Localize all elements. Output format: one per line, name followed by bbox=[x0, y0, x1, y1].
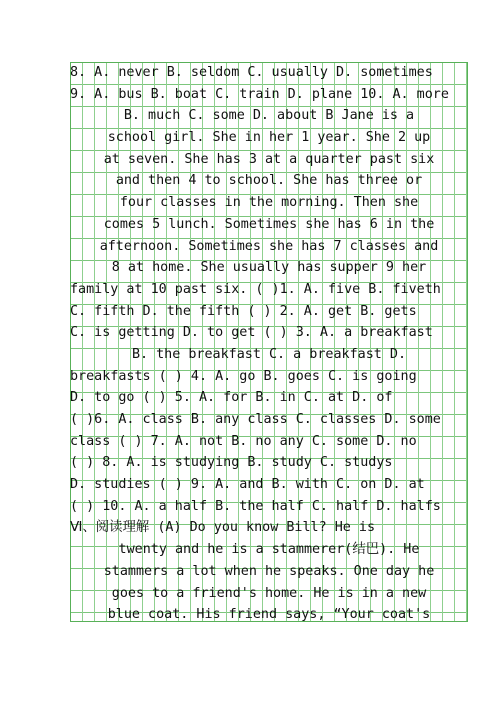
text-line: twenty and he is a stammerer(结巴). He bbox=[118, 542, 420, 558]
text-line: D. to go ( ) 5. A. for B. in C. at D. of bbox=[70, 390, 393, 406]
text-line: breakfasts ( ) 4. A. go B. goes C. is going bbox=[70, 368, 417, 384]
text-line: C. is getting D. to get ( ) 3. A. a breakfast bbox=[70, 325, 433, 341]
text-line: stammers a lot when he speaks. One day he bbox=[103, 563, 435, 579]
text-lines bbox=[70, 62, 468, 626]
text-line: B. the breakfast C. a breakfast D. bbox=[131, 346, 407, 362]
text-line: class ( ) 7. A. not B. no any C. some D. no bbox=[70, 433, 417, 449]
text-line: at seven. She has 3 at a quarter past six bbox=[103, 151, 435, 167]
text-line: D. studies ( ) 9. A. and B. with C. on D. at bbox=[70, 477, 425, 493]
text-line: blue coat. His friend says, “Your coat's bbox=[107, 607, 431, 623]
text-line: afternoon. Sometimes she has 7 classes and bbox=[99, 238, 439, 254]
text-line: school girl. She in her 1 year. She 2 up bbox=[107, 130, 431, 146]
text-line: ( ) 8. A. is studying B. study C. studys bbox=[70, 455, 393, 471]
text-line: goes to a friend's home. He is in a new bbox=[111, 585, 427, 601]
text-line: B. much C. some D. about B Jane is a bbox=[123, 108, 415, 124]
text-line: comes 5 lunch. Sometimes she has 6 in the bbox=[103, 216, 435, 232]
text-line: 9. A. bus B. boat C. train D. plane 10. A. more bbox=[70, 86, 449, 102]
text-line: C. fifth D. the fifth ( ) 2. A. get B. gets bbox=[70, 303, 417, 319]
text-line: and then 4 to school. She has three or bbox=[115, 173, 423, 189]
text-line: ( ) 10. A. a half B. the half C. half D. halfs bbox=[70, 498, 441, 514]
text-line: family at 10 past six. ( )1. A. five B. fiveth bbox=[70, 281, 441, 297]
text-line: 8. A. never B. seldom C. usually D. sometimes bbox=[70, 65, 433, 80]
text-line: four classes in the morning. Then she bbox=[119, 195, 419, 211]
text-line: ( )6. A. class B. any class C. classes D. some bbox=[70, 412, 441, 427]
text-line: 8 at home. She usually has supper 9 her bbox=[111, 260, 427, 276]
text-line: Ⅵ、阅读理解 (A) Do you know Bill? He is bbox=[70, 520, 376, 536]
